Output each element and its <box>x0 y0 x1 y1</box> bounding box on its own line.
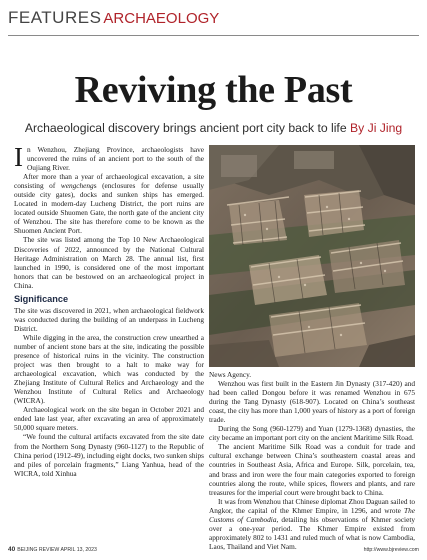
article-paragraph: While digging in the area, the construction crew unearthed a number of ancient stone bars at the site, indicating the possible presence of historical ruins in the vicinity. The construction project was then brought to a halt to make way for archaeological excavation, which was conducted by the Zhejiang Institute of Cultural Relics and Archaeology and the Wenzhou Institute of Cultural Relics and Archaeology (WICRA). <box>14 332 204 406</box>
article-paragraph: Wenzhou was first built in the Eastern Jin Dynasty (317-420) and had been called Dongou before it was renamed Wenzhou in 675 during the Tang Dynasty (618-907). Located on China’s southeast coast, the city has more than 1,000 years of history as a port of foreign trade. <box>209 379 415 425</box>
publication-line: BEIJING REVIEW APRIL 13, 2023 <box>17 547 97 553</box>
headline: Reviving the Past <box>74 69 353 111</box>
article-column-left <box>14 142 204 478</box>
footer-url-link[interactable]: http://www.bjreview.com <box>363 547 419 553</box>
aerial-photo-illustration <box>209 145 415 367</box>
header-rule <box>8 35 419 36</box>
aerial-photo-excavation-site <box>209 145 415 367</box>
drop-cap: I <box>14 142 23 172</box>
article-paragraph: In Wenzhou, Zhejiang Province, archaeologists have uncovered the ruins of an ancient port to the south of the Oujiang River. <box>14 142 204 173</box>
article-paragraph: News Agency. <box>209 370 252 379</box>
section-label-archaeology: ARCHAEOLOGY <box>103 10 220 27</box>
byline: By Ji Jing <box>350 121 403 135</box>
page-footer <box>8 546 419 556</box>
page-header <box>8 8 419 38</box>
article-paragraph: Archaeological work on the site began in October 2021 and ended late last year, after excavating an area of approximately 50,000 square meters. <box>14 405 204 433</box>
page-number: 40 <box>8 546 16 553</box>
article-paragraph: The ancient Maritime Silk Road was a conduit for trade and cultural exchange between China’s southeastern coastal areas and countries in Southeast Asia, Africa and Europe. Silk, porcelain, tea, and brass and iron were the four main categories exported to foreign countries along the route, while spices, flowers and plants, and rare treasures for the imperial court were brought back to China. <box>209 442 415 497</box>
article-paragraph: The site was listed among the Top 10 New Archaeological Discoveries of 2022, announced by the National Cultural Heritage Administration on March 28. The annual list, first launched in 1990, is considered one of the most important honors that can be bestowed on an archaeological project in China. <box>14 235 204 290</box>
deck <box>0 121 427 135</box>
article-paragraph: After more than a year of archaeological excavation, a site consisting of wengchengs (enclosures for defense usually outside city gates), docks and sunken ships has emerged. Located in modern-day Lucheng District, the port ruins are located outside Shuomen Gate, the north gate of the ancient city of Wenzhou. The site has therefore come to be known as the Shuomen Ancient Port. <box>14 172 204 236</box>
article-paragraph: The site was discovered in 2021, when archaeological fieldwork was conducted during the building of an underpass in Lucheng District. <box>14 305 204 333</box>
footer-folio <box>8 546 97 553</box>
article-paragraph: “We found the cultural artifacts excavated from the site date from the Northern Song Dynasty (960-1127) to the Republic of China period (1912-49), including eight docks, two sunken ships and piles of porcelain fragments,” Liang Yanhua, head of the WICRA, told Xinhua <box>14 432 204 478</box>
section-label-features: FEATURES <box>8 8 102 27</box>
article-paragraph: It was from Wenzhou that Chinese diplomat Zhou Daguan sailed to Angkor, the capital of the Khmer Empire, in 1296, and wrote The Customs of Cambodia, detailing his observations of Khmer society over a one-year period. The Khmer Empire existed from approximately 802 to 1431 and ruled much of what is now Cambodia, Laos, Thailand and Viet Nam. <box>209 496 415 551</box>
article-column-right <box>209 370 415 551</box>
deck-text: Archaeological discovery brings ancient port city back to life <box>24 121 347 135</box>
article-paragraph: During the Song (960-1279) and Yuan (1279-1368) dynasties, the city became an important port city on the ancient Maritime Silk Road. <box>209 424 415 443</box>
subhead-significance: Significance <box>14 293 69 304</box>
